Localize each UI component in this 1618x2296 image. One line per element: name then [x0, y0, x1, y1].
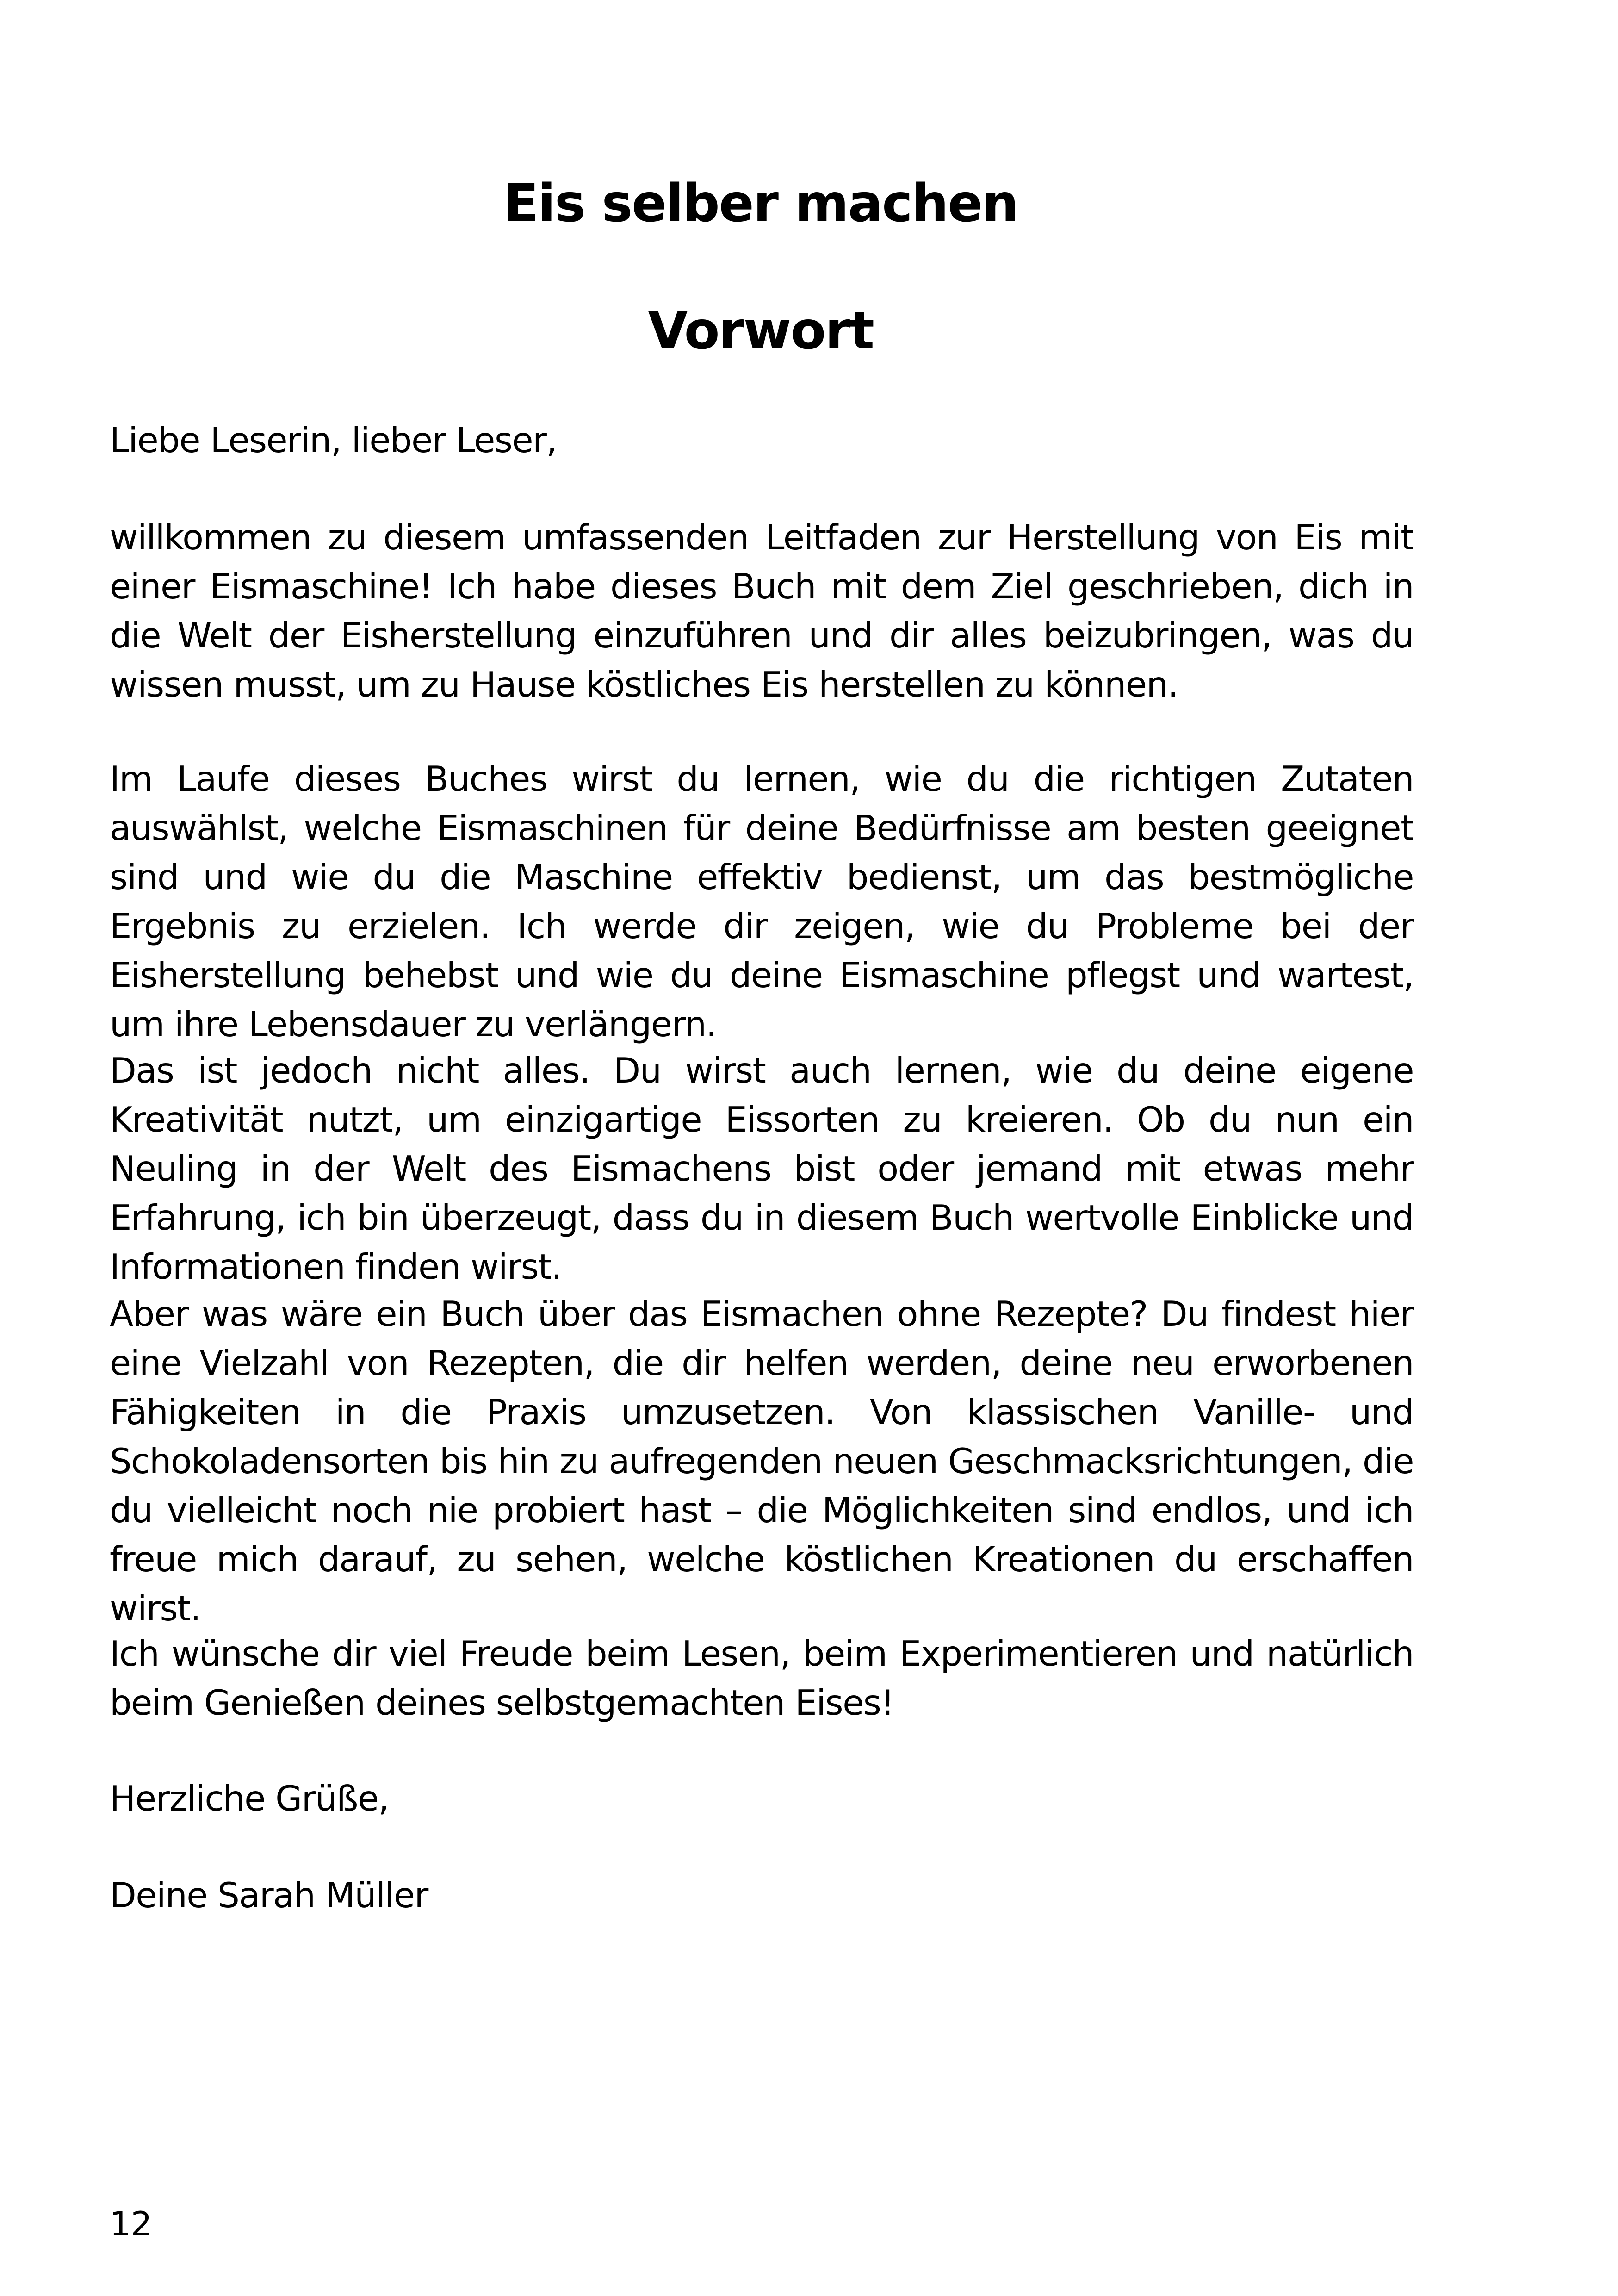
chapter-title: Vorwort — [648, 301, 874, 361]
signature-line: Deine Sarah Müller — [110, 1875, 428, 1916]
paragraph-text: Das ist jedoch nicht alles. Du wirst auch lernen, wie du deine eigene Kreativität nutzt, um einzigartige Eissorten zu kreieren. Ob du nun ein Neuling in der Welt des Eismachens bist oder jemand mit etwas mehr Erfahrung, ich bin überzeugt, dass du in diesem Buch wertvolle Einblicke und Informationen finden wirst. — [110, 1050, 1413, 1287]
paragraph-text: Ich wünsche dir viel Freude beim Lesen, beim Experimentieren und natürlich beim Genießen deines selbstgemachten Eises! — [110, 1633, 1413, 1723]
paragraph — [110, 513, 1413, 709]
paragraph — [110, 1046, 1413, 1291]
paragraph — [110, 1289, 1413, 1633]
paragraph — [110, 1629, 1413, 1727]
closing-line: Herzliche Grüße, — [110, 1778, 389, 1819]
paragraph — [110, 754, 1413, 1049]
paragraph-text: willkommen zu diesem umfassenden Leitfaden zur Herstellung von Eis mit einer Eismaschine! Ich habe dieses Buch mit dem Ziel geschrieben, dich in die Welt der Eisherstellung einzuführen und dir alles beizubringen, was du wissen musst, um zu Hause köstliches Eis herstellen zu können. — [110, 517, 1413, 705]
paragraph-text: Im Laufe dieses Buches wirst du lernen, wie du die richtigen Zutaten auswählst, welche Eismaschinen für deine Bedürfnisse am besten geeignet sind und wie du die Maschine effektiv bedienst, um das bestmögliche Ergebnis zu erzielen. Ich werde dir zeigen, wie du Probleme bei der Eisherstellung behebst und wie du deine Eismaschine pflegst und wartest, um ihre Lebensdauer zu verlängern. — [110, 759, 1413, 1045]
salutation: Liebe Leserin, lieber Leser, — [110, 420, 557, 460]
paragraph-text: Aber was wäre ein Buch über das Eismachen ohne Rezepte? Du findest hier eine Vielzahl von Rezepten, die dir helfen werden, deine neu erworbenen Fähigkeiten in die Praxis umzusetzen. Von klassischen Vanille- und Schokoladensorten bis hin zu aufregenden neuen Geschmacksrichtungen, die du vielleicht noch nie probiert hast – die Möglichkeiten sind endlos, und ich freue mich darauf, zu sehen, welche köstlichen Kreationen du erschaffen wirst. — [110, 1294, 1413, 1629]
page-number: 12 — [110, 2204, 152, 2243]
book-title: Eis selber machen — [503, 174, 1018, 234]
